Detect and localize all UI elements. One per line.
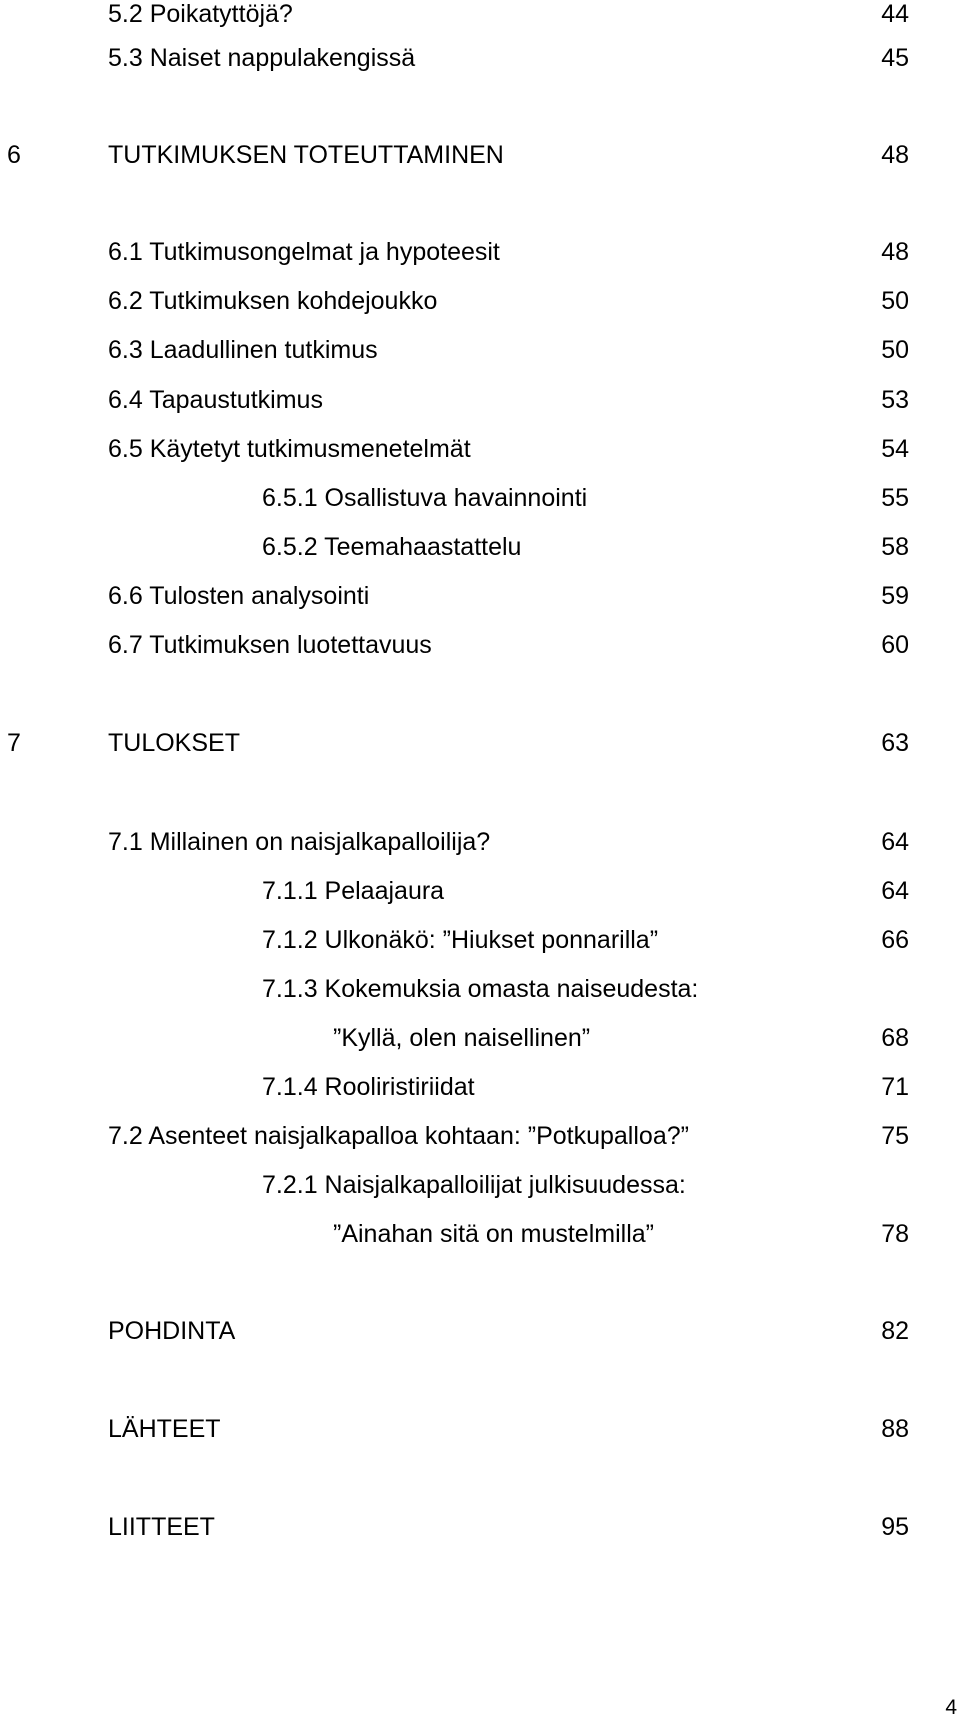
toc-chapter-title: TUTKIMUKSEN TOTEUTTAMINEN [108,141,504,169]
toc-entry-title: 5.3 Naiset nappulakengissä [108,44,416,72]
toc-entry-page: 75 [881,1122,909,1150]
toc-entry-title: 5.2 Poikatyttöjä? [108,0,293,28]
toc-entry [0,535,960,565]
toc-entry-title: 6.5.1 Osallistuva havainnointi [262,484,588,512]
toc-entry-title: 6.3 Laadullinen tutkimus [108,336,378,364]
toc-entry [0,633,960,663]
toc-entry-title: 6.6 Tulosten analysointi [108,582,370,610]
toc-entry-page: 54 [881,435,909,463]
toc-entry-page: 71 [881,1073,909,1101]
toc-entry-title: ”Ainahan sitä on mustelmilla” [333,1220,654,1248]
toc-entry-page: 63 [881,729,909,757]
toc-entry-page: 68 [881,1024,909,1052]
toc-entry-title: 6.4 Tapaustutkimus [108,386,323,414]
toc-chapter [0,143,960,173]
page-number: 4 [945,1696,957,1719]
toc-entry-title: ”Kyllä, olen naisellinen” [333,1024,591,1052]
toc-entry-page: 64 [881,828,909,856]
toc-entry-title: 6.2 Tutkimuksen kohdejoukko [108,287,438,315]
toc-entry-page: 82 [881,1317,909,1345]
toc-entry [0,46,960,76]
toc-entry [0,928,960,958]
toc-entry [0,830,960,860]
toc-entry-page: 66 [881,926,909,954]
toc-chapter-number: 7 [7,729,21,757]
toc-chapter-title: LIITTEET [108,1513,215,1541]
toc-chapter-title: LÄHTEET [108,1415,221,1443]
toc-entry-page: 95 [881,1513,909,1541]
toc-entry [0,289,960,319]
toc-entry [0,338,960,368]
toc-chapter [0,1515,960,1545]
toc-entry-page: 50 [881,287,909,315]
toc-entry [0,1124,960,1154]
toc-entry [0,879,960,909]
toc-entry-title: 7.2.1 Naisjalkapalloilijat julkisuudessa: [262,1171,686,1199]
toc-entry-page: 48 [881,141,909,169]
toc-entry-title: 7.1.4 Rooliristiriidat [262,1073,475,1101]
toc-entry-title: 6.7 Tutkimuksen luotettavuus [108,631,432,659]
toc-entry-page: 88 [881,1415,909,1443]
toc-entry [0,977,960,1007]
toc-entry-page: 64 [881,877,909,905]
toc-entry-title: 7.1 Millainen on naisjalkapalloilija? [108,828,491,856]
toc-chapter [0,1319,960,1349]
toc-entry-page: 55 [881,484,909,512]
toc-chapter-title: POHDINTA [108,1317,236,1345]
toc-chapter [0,1417,960,1447]
toc-entry-page: 45 [881,44,909,72]
toc-entry-title: 7.1.3 Kokemuksia omasta naiseudesta: [262,975,699,1003]
toc-entry [0,2,960,32]
toc-entry-title: 7.2 Asenteet naisjalkapalloa kohtaan: ”Potkupalloa?” [108,1122,689,1150]
toc-entry-title: 6.5.2 Teemahaastattelu [262,533,522,561]
toc-entry [0,240,960,270]
toc-entry [0,1222,960,1252]
toc-entry-title: 6.1 Tutkimusongelmat ja hypoteesit [108,238,500,266]
toc-entry-page: 78 [881,1220,909,1248]
toc-entry-page: 53 [881,386,909,414]
toc-chapter-title: TULOKSET [108,729,240,757]
toc-entry-page: 59 [881,582,909,610]
toc-entry [0,437,960,467]
toc-entry-title: 7.1.2 Ulkonäkö: ”Hiukset ponnarilla” [262,926,659,954]
toc-entry [0,388,960,418]
toc-entry-page: 60 [881,631,909,659]
toc-entry-title: 6.5 Käytetyt tutkimusmenetelmät [108,435,471,463]
toc-entry-page: 50 [881,336,909,364]
toc-entry [0,584,960,614]
toc-chapter [0,731,960,761]
toc-entry-page: 58 [881,533,909,561]
toc-entry [0,1026,960,1056]
toc-entry-page: 48 [881,238,909,266]
toc-entry [0,486,960,516]
toc-entry [0,1075,960,1105]
toc-entry-page: 44 [881,0,909,28]
toc-entry [0,1173,960,1203]
toc-chapter-number: 6 [7,141,21,169]
toc-entry-title: 7.1.1 Pelaajaura [262,877,445,905]
